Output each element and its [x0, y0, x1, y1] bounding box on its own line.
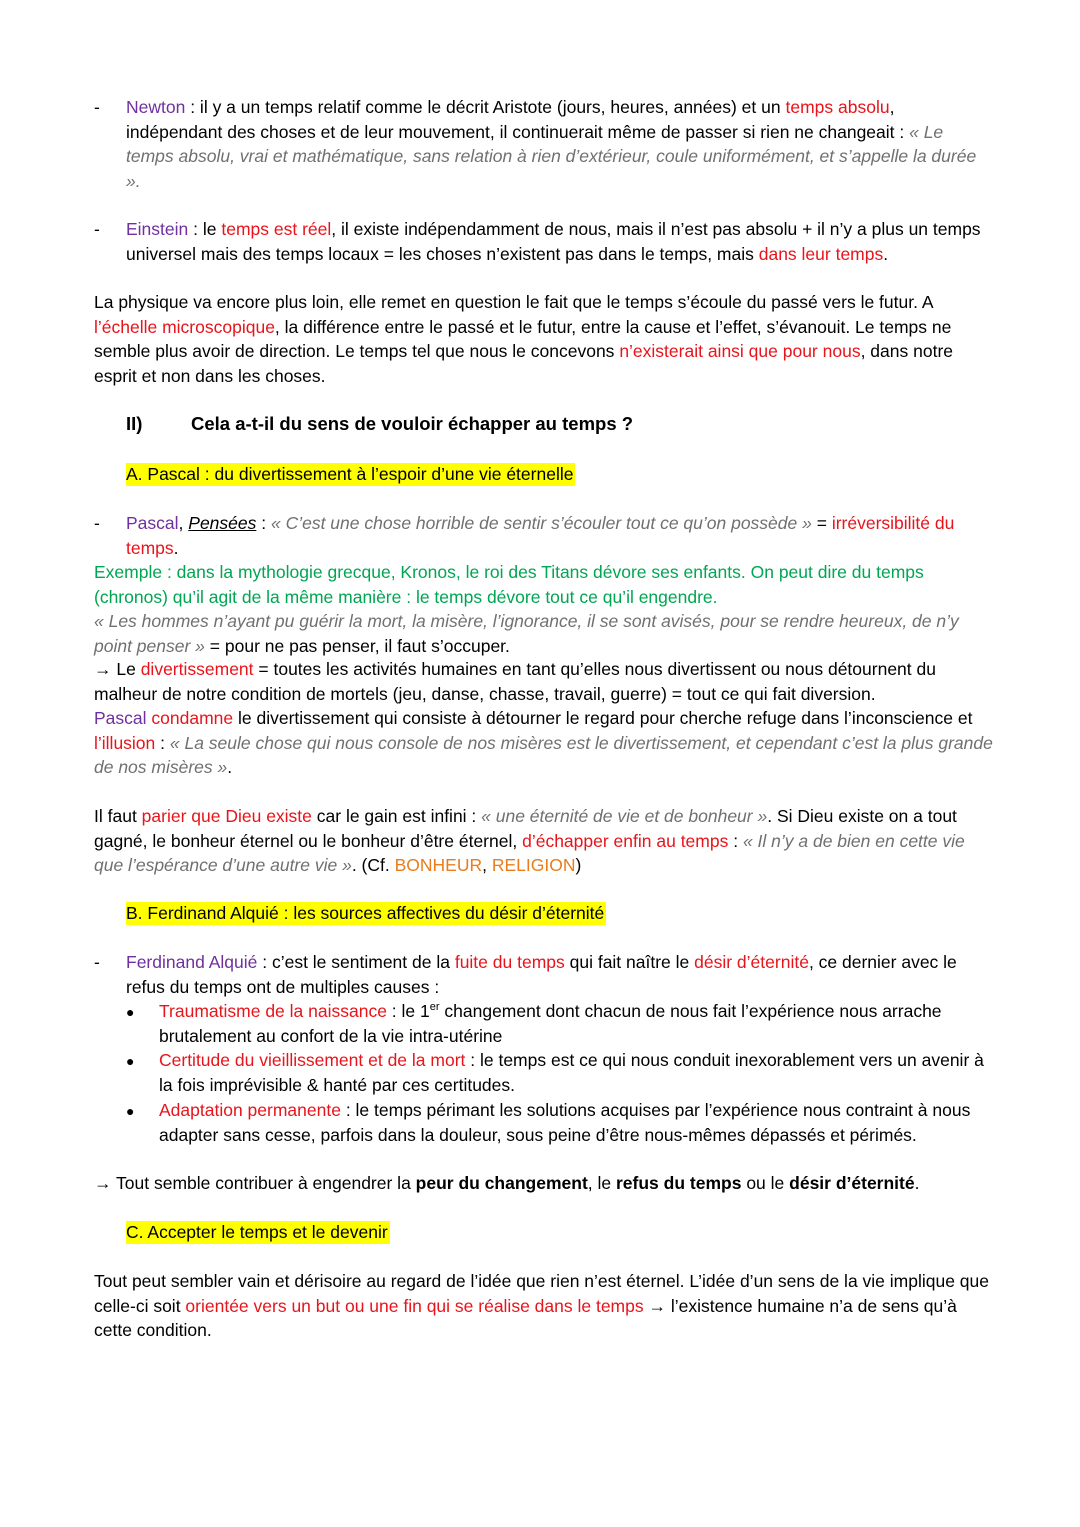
work-title: Pensées: [188, 513, 257, 533]
einstein-name: Einstein: [126, 219, 189, 239]
newton-paragraph: [126, 95, 990, 193]
pari-paragraph: [94, 804, 994, 878]
highlight-red: parier que Dieu existe: [141, 806, 312, 826]
list-dash: -: [94, 952, 100, 972]
quote: « Il n’y a de bien en cette vie que l’espérance d’une autre vie »: [94, 830, 965, 875]
subheading-a: [126, 462, 990, 487]
text: , la différence entre le passé et le futur, entre la cause et l’effet, s’évanouit. Le temps ne semble plus avoir de direction. Le temps tel que nous le concevons: [94, 316, 952, 361]
bullet-label: Certitude du vieillissement et de la mort: [159, 1050, 466, 1070]
quote: « La seule chose qui nous console de nos misères est le divertissement, et cependant c’est la plus grande de nos misères »: [94, 732, 993, 777]
highlight-red: d’échapper enfin au temps: [522, 830, 729, 851]
quote: « Les hommes n’ayant pu guérir la mort, la misère, l’ignorance, il se sont avisés, pour se rendre heureux, de n’y point penser »: [94, 611, 959, 656]
subheading-c: [126, 1220, 990, 1245]
text: ,: [482, 855, 492, 875]
highlight-red: dans leur temps: [758, 243, 884, 264]
text: , le: [587, 1173, 616, 1193]
subheading-c-text: C. Accepter le temps et le devenir: [126, 1222, 388, 1242]
list-dash: -: [94, 513, 100, 533]
pascal-paragraph: [126, 511, 990, 560]
conclusion-paragraph: [94, 1171, 994, 1196]
text: .: [883, 243, 889, 264]
highlight-red: condamne: [151, 708, 234, 728]
text: : le temps est ce qui nous conduit inexorablement vers un avenir à la fois imprévisible & hanté par ces certitudes.: [159, 1050, 984, 1095]
text: :: [256, 513, 271, 533]
bullet-label: Adaptation permanente: [159, 1100, 341, 1120]
text: qui fait naître le: [564, 952, 695, 972]
quote: « Le temps absolu, vrai et mathématique, sans relation à rien d’extérieur, coule uniformément, et s’appelle la durée ».: [126, 121, 977, 191]
text: , il existe indépendamment de nous, mais il n’est pas absolu + il n’y a plus un temps universel mais des temps locaux = les choses n’existent pas dans le temps, mais: [126, 219, 981, 264]
text: .: [173, 537, 179, 558]
text: : il y a un temps relatif comme le décrit Aristote (jours, heures, années) et un: [185, 97, 786, 117]
list-dash: -: [94, 97, 100, 117]
crossref-religion: RELIGION: [491, 855, 576, 875]
pascal-name: Pascal: [94, 708, 147, 728]
highlight-red: fuite du temps: [454, 952, 565, 972]
bullet-icon: ●: [126, 1103, 135, 1119]
highlight-red: n’existerait ainsi que pour nous: [619, 341, 861, 361]
bullet-icon: ●: [126, 1004, 135, 1020]
text: changement dont chacun de nous fait l’expérience nous arrache brutalement au confort de la vie intra-utérine: [159, 1001, 942, 1046]
alquie-paragraph: [126, 950, 990, 999]
text: = pour ne pas penser, il faut s’occuper.: [204, 635, 510, 656]
text: Il faut: [94, 806, 142, 826]
highlight-red: temps est réel: [221, 219, 332, 239]
subheading-b: [126, 901, 990, 926]
text: car le gain est infini :: [311, 806, 482, 826]
text: , indépendant des choses et de leur mouvement, il continuerait même de passer si rien ne changeait :: [126, 97, 910, 142]
highlight-red: temps absolu: [785, 97, 890, 117]
final-paragraph: [94, 1269, 994, 1343]
subheading-a-text: A. Pascal : du divertissement à l’espoir d’une vie éternelle: [126, 464, 574, 484]
text: → l’existence humaine n’a de sens qu’à cette condition.: [94, 1295, 957, 1340]
subheading-b-text: B. Ferdinand Alquié : les sources affectives du désir d’éternité: [126, 903, 605, 923]
text: .: [227, 757, 233, 777]
highlight-red: désir d’éternité: [694, 952, 809, 972]
text: . Si Dieu existe on a tout gagné, le bonheur éternel ou le bonheur d’être éternel,: [94, 806, 957, 851]
text: :: [728, 830, 743, 851]
highlight-red: l’échelle microscopique: [94, 316, 275, 337]
list-item: [159, 999, 989, 1048]
pascal-name: Pascal: [126, 513, 179, 533]
newton-name: Newton: [126, 97, 186, 117]
quote-paragraph: [94, 609, 994, 658]
bullet-label: Traumatisme de la naissance: [159, 1001, 387, 1021]
text: = toutes les activités humaines en tant qu’elles nous divertissent ou nous détournent du malheur de notre condition de mortels (jeu, danse, chasse, travail, guerre) = tout ce qui fait diversion.: [94, 659, 936, 704]
highlight-red: irréversibilité du temps: [126, 513, 955, 558]
condemn-paragraph: [94, 706, 994, 780]
text: Tout peut sembler vain et dérisoire au regard de l’idée que rien n’est éternel. L’idée d’un sens de la vie implique que celle-ci soit: [94, 1271, 990, 1316]
text: : le: [188, 219, 222, 239]
text: , dans notre esprit et non dans les choses.: [94, 341, 953, 386]
einstein-paragraph: [126, 217, 990, 266]
text: :: [155, 732, 170, 753]
bold-text: refus du temps: [616, 1173, 742, 1193]
text: ou le: [741, 1173, 790, 1193]
text: → Le: [94, 659, 141, 679]
section-number: II): [126, 413, 143, 434]
text: : le temps périmant les solutions acquises par l’expérience nous contraint à nous adapter sans cesse, parfois dans la douleur, sous peine d’être nous-mêmes dépassés et périmés.: [159, 1100, 971, 1145]
text: → Tout semble contribuer à engendrer la: [94, 1173, 416, 1193]
quote: « C’est une chose horrible de sentir s’écouler tout ce qu’on possède »: [270, 513, 812, 533]
quote: « une éternité de vie et de bonheur »: [481, 806, 768, 826]
text: . (Cf.: [351, 855, 395, 875]
list-dash: -: [94, 219, 100, 239]
text: : c’est le sentiment de la: [257, 952, 455, 972]
highlight-red: divertissement: [140, 659, 254, 679]
bold-text: désir d’éternité: [789, 1173, 915, 1193]
highlight-red: l’illusion: [94, 732, 156, 753]
bullet-icon: ●: [126, 1053, 135, 1069]
text: =: [811, 513, 832, 533]
text: ): [575, 855, 582, 875]
text: .: [914, 1173, 920, 1193]
divertissement-paragraph: [94, 657, 994, 706]
example-paragraph: Exemple : dans la mythologie grecque, Kronos, le roi des Titans dévore ses enfants. On peut dire du temps (chronos) qu’il agit de la même manière : le temps dévore tout ce qu’il engendre.: [94, 562, 924, 607]
highlight-red: orientée vers un but ou une fin qui se réalise dans le temps: [185, 1295, 644, 1316]
text: La physique va encore plus loin, elle remet en question le fait que le temps s’écoule du passé vers le futur. A: [94, 292, 933, 312]
physics-paragraph: [94, 290, 994, 388]
bold-text: peur du changement: [415, 1173, 588, 1193]
text: ,: [178, 513, 189, 533]
list-item: [159, 1048, 989, 1097]
text: , ce dernier avec le refus du temps ont de multiples causes :: [126, 952, 957, 997]
text: : le 1: [386, 1001, 430, 1021]
crossref-bonheur: BONHEUR: [394, 855, 483, 875]
list-item: [159, 1098, 989, 1147]
text: le divertissement qui consiste à détourner le regard pour cherche refuge dans l’inconscience et: [233, 708, 973, 728]
superscript: er: [429, 1001, 440, 1014]
section-title: Cela a-t-il du sens de vouloir échapper au temps ?: [191, 413, 634, 434]
alquie-name: Ferdinand Alquié: [126, 952, 258, 972]
